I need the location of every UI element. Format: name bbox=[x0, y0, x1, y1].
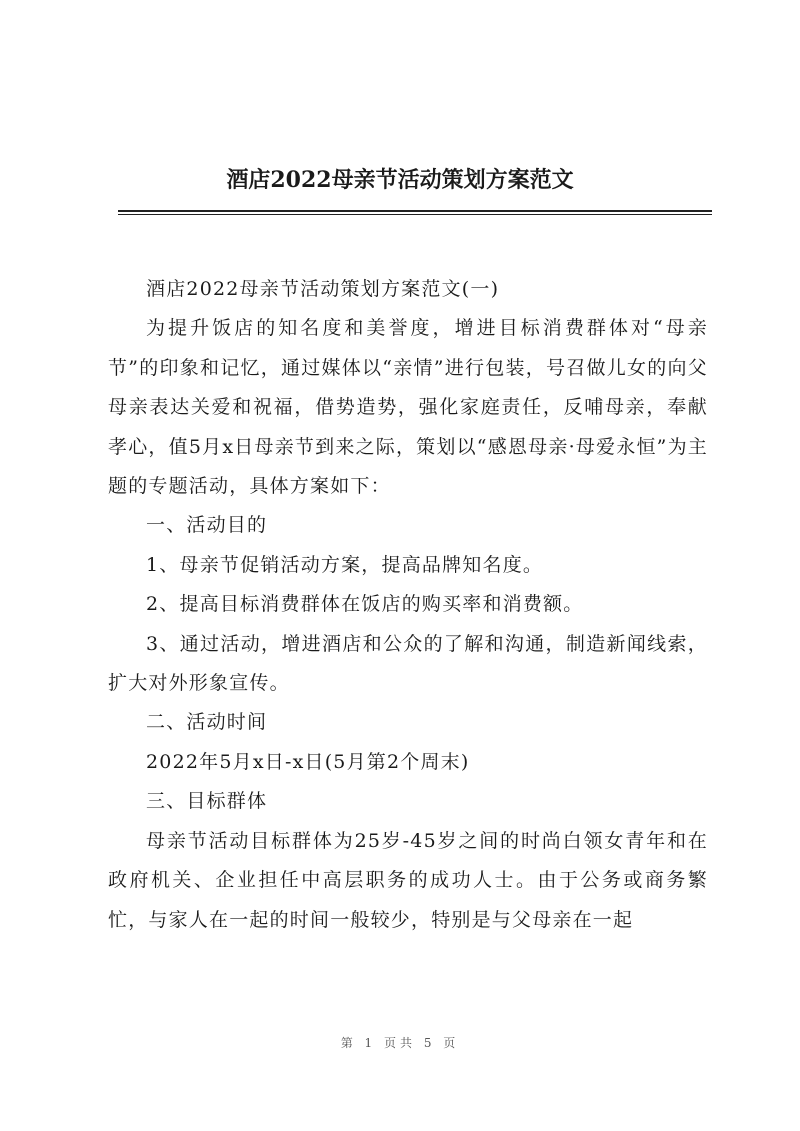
section-heading-target: 三、目标群体 bbox=[146, 790, 268, 813]
document-body bbox=[108, 270, 708, 940]
page-footer: 第 1 页共 5 页 bbox=[340, 1036, 460, 1050]
section-heading-purpose: 一、活动目的 bbox=[146, 514, 268, 537]
title-rule-thin bbox=[118, 214, 712, 215]
paragraph-purpose-3: 3、通过活动，增进酒店和公众的了解和沟通，制造新闻线索，扩大对外形象宣传。 bbox=[108, 632, 708, 695]
paragraph-purpose-2: 2、提高目标消费群体在饭店的购买率和消费额。 bbox=[146, 593, 584, 616]
paragraph-intro: 为提升饭店的知名度和美誉度，增进目标消费群体对“母亲节”的印象和记忆，通过媒体以“亲情”进行包装，号召做儿女的向父母亲表达关爱和祝福，借势造势，强化家庭责任，反哺母亲，奉献孝心，值5月x日母亲节到来之际，策划以“感恩母亲·母爱永恒”为主题的专题活动，具体方案如下： bbox=[108, 317, 708, 498]
paragraph-time: 2022年5月x日-x日(5月第2个周末) bbox=[146, 750, 470, 773]
paragraph-subtitle: 酒店2022母亲节活动策划方案范文(一) bbox=[146, 278, 500, 300]
title-rule bbox=[118, 210, 712, 212]
paragraph-purpose-1: 1、母亲节促销活动方案，提高品牌知名度。 bbox=[146, 553, 544, 576]
section-heading-time: 二、活动时间 bbox=[146, 711, 268, 734]
document-title: 酒店2022母亲节活动策划方案范文 bbox=[226, 167, 574, 193]
paragraph-target: 母亲节活动目标群体为25岁-45岁之间的时尚白领女青年和在政府机关、企业担任中高层职务的成功人士。由于公务或商务繁忙，与家人在一起的时间一般较少，特别是与父母亲在一起 bbox=[108, 829, 708, 931]
